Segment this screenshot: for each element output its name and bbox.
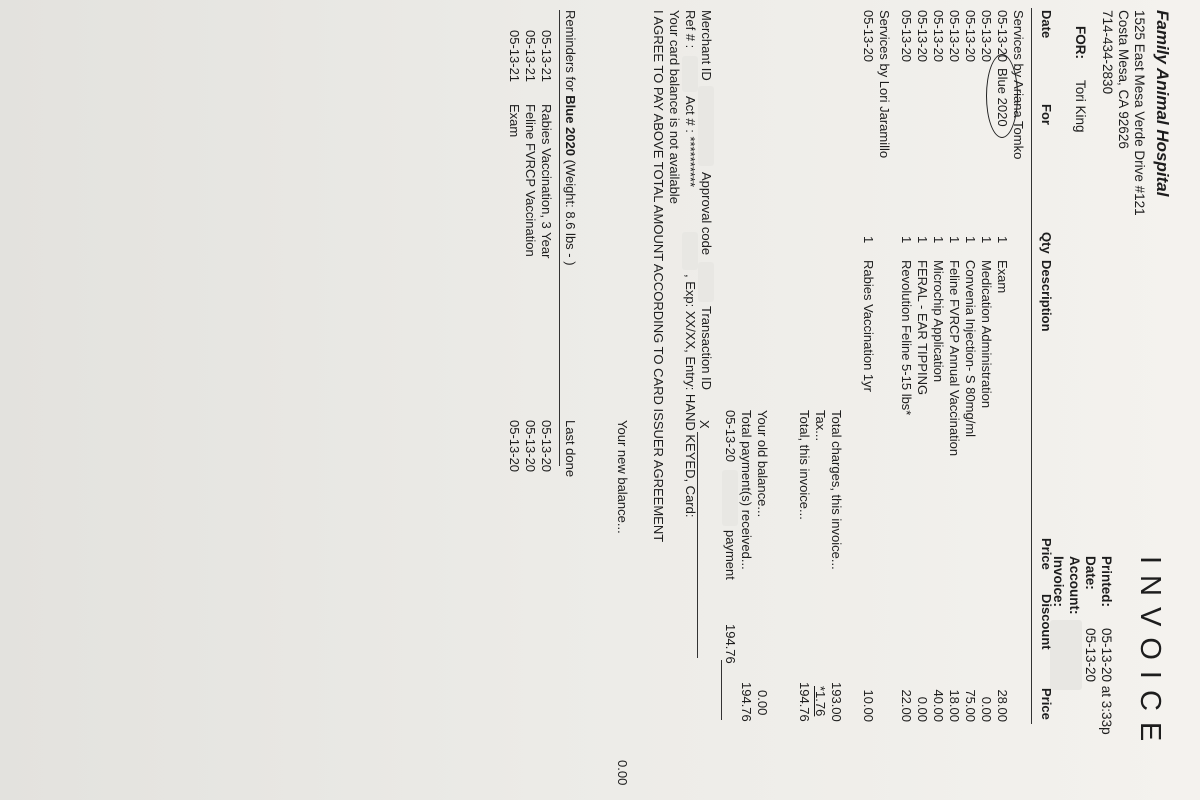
redacted-merchant: [698, 86, 714, 166]
line-item-price: 0.00: [915, 696, 930, 722]
merchant-id: Merchant ID: [699, 10, 714, 81]
reminder-name: Exam: [507, 104, 522, 138]
reminder-name: Rabies Vaccination, 3 Year: [539, 104, 554, 259]
line-item-qty: 1: [899, 236, 914, 244]
line-item-date: 05-13-20: [963, 10, 978, 63]
new-balance-value: 0.00: [615, 760, 630, 786]
payment-amount: 194.76: [723, 624, 738, 664]
line-item-description: Rabies Vaccination 1yr: [861, 260, 876, 392]
header-rule: [1031, 8, 1032, 724]
for-value: Tori King: [1073, 80, 1088, 133]
reminder-last-done: 05-13-20: [523, 420, 538, 473]
card-balance-note: Your card balance is not available: [667, 10, 682, 204]
invoice-label: Invoice:: [1051, 556, 1066, 608]
redacted-payment-method: [722, 470, 738, 526]
last-done-label: Last done: [563, 420, 578, 478]
clinic-address-line2: Costa Mesa, CA 92626: [1116, 10, 1131, 149]
line-item-date: 05-13-20: [979, 10, 994, 63]
line-item-qty: 1: [963, 236, 978, 244]
col-for: For: [1039, 104, 1054, 125]
line-item-qty: 1: [947, 236, 962, 244]
redacted-approval: [698, 262, 714, 302]
ref-number: Ref # :: [683, 10, 698, 49]
payment-word: payment: [723, 530, 738, 580]
pen-circle-mark: [986, 54, 1018, 138]
line-item-date: 05-13-20: [915, 10, 930, 63]
clinic-name: Family Animal Hospital: [1153, 10, 1172, 197]
line-item-qty: 1: [861, 236, 876, 244]
reminders-rule: [559, 10, 560, 466]
payments-label: Total payment(s) received...: [739, 410, 754, 570]
col-date: Date: [1039, 10, 1054, 39]
printed-label: Printed:: [1099, 556, 1114, 608]
line-item-date: 05-13-20: [947, 10, 962, 63]
section1-title: Services by Ariana Tomko: [1011, 10, 1026, 160]
payment-rule: [721, 660, 722, 720]
card-agreement: I AGREE TO PAY ABOVE TOTAL AMOUNT ACCORDING TO CARD ISSUER AGREEMENT: [651, 10, 666, 543]
line-item-price: 10.00: [861, 689, 876, 722]
reminder-due-date: 05-13-21: [507, 30, 522, 83]
reminder-last-done: 05-13-20: [507, 420, 522, 473]
date-value: 05-13-20: [1083, 628, 1098, 683]
line-item-qty: 1: [915, 236, 930, 244]
date-label: Date:: [1083, 556, 1098, 590]
line-item-qty: 1: [979, 236, 994, 244]
line-item-description: Exam: [995, 260, 1010, 294]
card-expiry-entry: , Exp: XX/XX, Entry: HAND KEYED, Card:: [683, 274, 698, 518]
line-item-date: 05-13-20: [899, 10, 914, 63]
pet-name: Blue 2020: [995, 68, 1010, 127]
line-item-date: 05-13-20: [931, 10, 946, 63]
account-number: Act # : **********: [683, 96, 698, 188]
col-discount: Discount: [1039, 594, 1054, 650]
reminder-name: Feline FVRCP Vaccination: [523, 104, 538, 257]
col-price: Price: [1039, 538, 1054, 570]
line-item-date: 05-13-20: [995, 10, 1010, 63]
col-price-total: Price: [1039, 688, 1054, 720]
redacted-ref: [682, 56, 698, 92]
line-item-price: 0.00: [979, 696, 994, 722]
reminders-pet: Blue 2020: [563, 95, 578, 156]
reminder-due-date: 05-13-21: [539, 30, 554, 83]
reminders-heading: [563, 10, 578, 266]
total-charges-label: Total charges, this invoice...: [829, 410, 844, 570]
line-item-price: 28.00: [995, 689, 1010, 722]
line-item-description: Microchip Application: [931, 260, 946, 383]
line-item-price: 22.00: [899, 689, 914, 722]
old-balance-value: 0.00: [755, 690, 770, 716]
account-label: Account:: [1067, 556, 1082, 615]
line-item-description: Feline FVRCP Annual Vaccination: [947, 260, 962, 457]
reminders-label: Reminders for: [563, 10, 578, 92]
redacted-account: [1050, 620, 1082, 690]
reminder-last-done: 05-13-20: [539, 420, 554, 473]
total-charges-value: 193.00: [829, 682, 844, 722]
line-item-price: 75.00: [963, 689, 978, 722]
line-item-description: Convenia Injection- S 80mg/ml: [963, 260, 978, 438]
reminders-weight: (Weight: 8.6 lbs - ): [563, 159, 578, 266]
clinic-phone: 714-434-2830: [1100, 10, 1115, 95]
payment-date: 05-13-20: [723, 410, 738, 463]
line-item-price: 18.00: [947, 689, 962, 722]
line-item-description: Medication Administration: [979, 260, 994, 409]
line-item-description: FERAL - EAR TIPPING: [915, 260, 930, 396]
new-balance-label: Your new balance...: [615, 420, 630, 534]
signature-x: X: [697, 420, 712, 429]
line-item-qty: 1: [931, 236, 946, 244]
line-item-price: 40.00: [931, 689, 946, 722]
col-description: Description: [1039, 260, 1054, 332]
signature-line: [697, 432, 698, 658]
section2-title: Services by Lori Jaramillo: [877, 10, 892, 159]
clinic-address-line1: 1525 East Mesa Verde Drive #121: [1132, 10, 1147, 216]
reminder-due-date: 05-13-21: [523, 30, 538, 83]
old-balance-label: Your old balance...: [755, 410, 770, 518]
approval-code: Approval code: [699, 172, 714, 256]
invoice-title: INVOICE: [1134, 556, 1166, 753]
line-item-description: Revolution Feline 5-15 lbs*: [899, 260, 914, 416]
payments-value: 194.76: [739, 682, 754, 722]
tax-value: *1.76: [813, 686, 828, 717]
transaction-id: Transaction ID: [699, 306, 714, 391]
printed-value: 05-13-20 at 3:33p: [1099, 628, 1114, 735]
tax-label: Tax...: [813, 410, 828, 442]
line-item-date: 05-13-20: [861, 10, 876, 63]
redacted-act: [682, 232, 698, 270]
for-label: FOR:: [1073, 26, 1088, 59]
total-invoice-label: Total, this invoice...: [797, 410, 812, 520]
col-qty: Qty: [1039, 232, 1054, 254]
total-invoice-value: 194.76: [797, 682, 812, 722]
line-item-qty: 1: [995, 236, 1010, 244]
